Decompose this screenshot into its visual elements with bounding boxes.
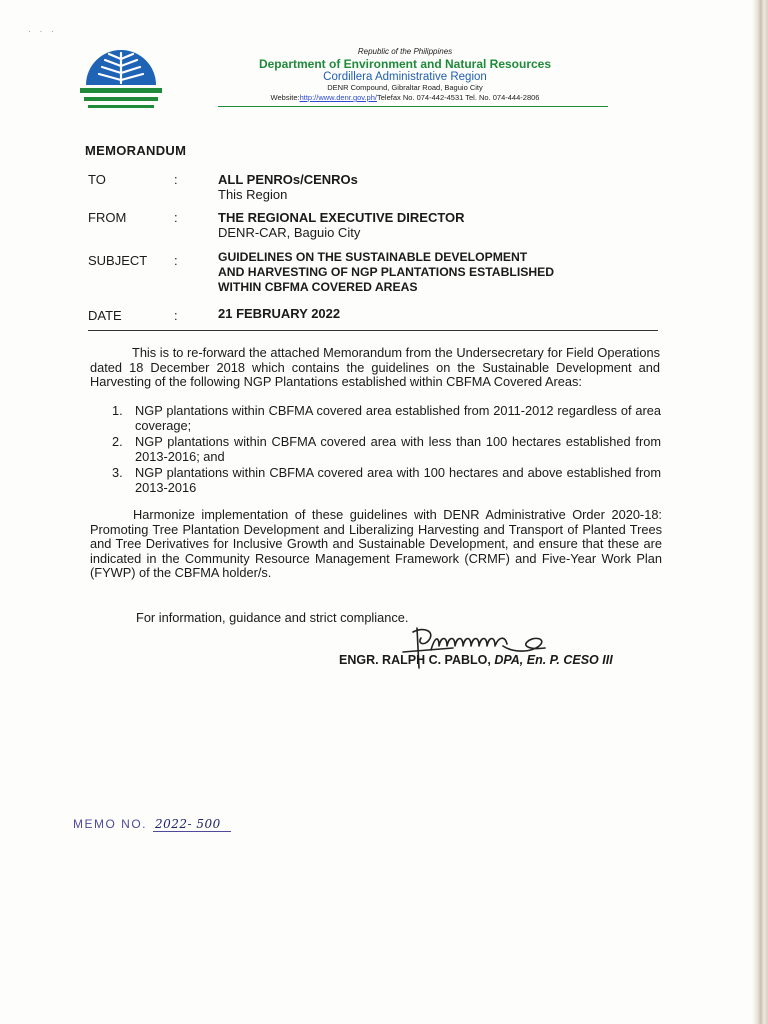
memo-no-value: 2022- 500 <box>153 817 231 832</box>
colon: : <box>174 308 178 323</box>
memo-title: MEMORANDUM <box>85 143 187 158</box>
paragraph-intro: This is to re-forward the attached Memorandum from the Undersecretary for Field Operations dated 18 December 2018 which contains the guidelines on the Sustainable Development and Harvesting of the following NGP Plantations established within CBFMA Covered Areas: <box>90 345 660 389</box>
phone-numbers: Telefax No. 074-442-4531 Tel. No. 074-444-2806 <box>376 93 540 102</box>
website-link[interactable]: http://www.denr.gov.ph/ <box>299 93 377 102</box>
header-divider <box>88 330 658 331</box>
from-sender: THE REGIONAL EXECUTIVE DIRECTOR <box>218 210 465 225</box>
subject-line: WITHIN CBFMA COVERED AREAS <box>218 280 418 294</box>
letterhead <box>215 47 595 102</box>
list-text: NGP plantations within CBFMA covered area with less than 100 hectares established from 2013-2016; and <box>135 434 661 464</box>
to-recipient: ALL PENROs/CENROs <box>218 172 358 187</box>
date-value <box>218 306 648 321</box>
subject-line: GUIDELINES ON THE SUSTAINABLE DEVELOPMENT <box>218 250 528 264</box>
contact-line <box>215 93 595 102</box>
paragraph-harmonize: Harmonize implementation of these guidelines with DENR Administrative Order 2020-18: Promoting Tree Plantation Development and Liberalizing Harvesting and Transport of Planted Trees and Tree Derivatives for Inclusive Growth and Sustainable Development, and ensure that these are indicated in the Community Resource Management Framework (CRMF) and Five-Year Work Plan (FYWP) of the CBFMA holder/s. <box>90 507 662 580</box>
to-subline: This Region <box>218 187 288 202</box>
subject-line: AND HARVESTING OF NGP PLANTATIONS ESTABLISHED <box>218 265 555 279</box>
list-item <box>112 404 661 433</box>
republic-line: Republic of the Philippines <box>357 47 453 56</box>
list-text: NGP plantations within CBFMA covered area with 100 hectares and above established from 2013-2016 <box>135 465 661 495</box>
list-text: NGP plantations within CBFMA covered area established from 2011-2012 regardless of area coverage; <box>135 403 661 433</box>
scan-specks: · · · <box>28 26 57 36</box>
from-value <box>218 210 648 240</box>
department-name: Department of Environment and Natural Resources <box>258 57 552 71</box>
office-address: DENR Compound, Gibraltar Road, Baguio City <box>327 83 483 92</box>
denr-logo-icon <box>78 43 170 115</box>
from-subline: DENR-CAR, Baguio City <box>218 225 361 240</box>
colon: : <box>174 210 178 225</box>
colon: : <box>174 172 178 187</box>
list-number: 1. <box>112 403 123 418</box>
to-value <box>218 172 648 202</box>
date-label: DATE <box>88 308 122 323</box>
list-item <box>112 435 661 464</box>
website-label: Website: <box>270 93 300 102</box>
memo-date: 21 FEBRUARY 2022 <box>218 306 341 321</box>
list-number: 2. <box>112 434 123 449</box>
subject-value <box>218 250 648 295</box>
paragraph-closing: For information, guidance and strict compliance. <box>136 610 409 625</box>
colon: : <box>174 253 178 268</box>
signatory-name <box>339 653 613 667</box>
to-label: TO <box>88 172 106 187</box>
plantation-list <box>112 404 661 497</box>
memo-no-label: MEMO NO. <box>73 817 147 831</box>
signatory-fullname: ENGR. RALPH C. PABLO, <box>339 653 491 667</box>
list-number: 3. <box>112 465 123 480</box>
from-label: FROM <box>88 210 127 225</box>
signatory-credentials: DPA, En. P. CESO III <box>494 653 613 667</box>
region-name: Cordillera Administrative Region <box>323 71 487 83</box>
memo-number-stamp <box>73 817 231 832</box>
subject-label: SUBJECT <box>88 253 148 268</box>
header-rule <box>218 106 608 107</box>
page-edge <box>752 0 768 1024</box>
list-item <box>112 466 661 495</box>
